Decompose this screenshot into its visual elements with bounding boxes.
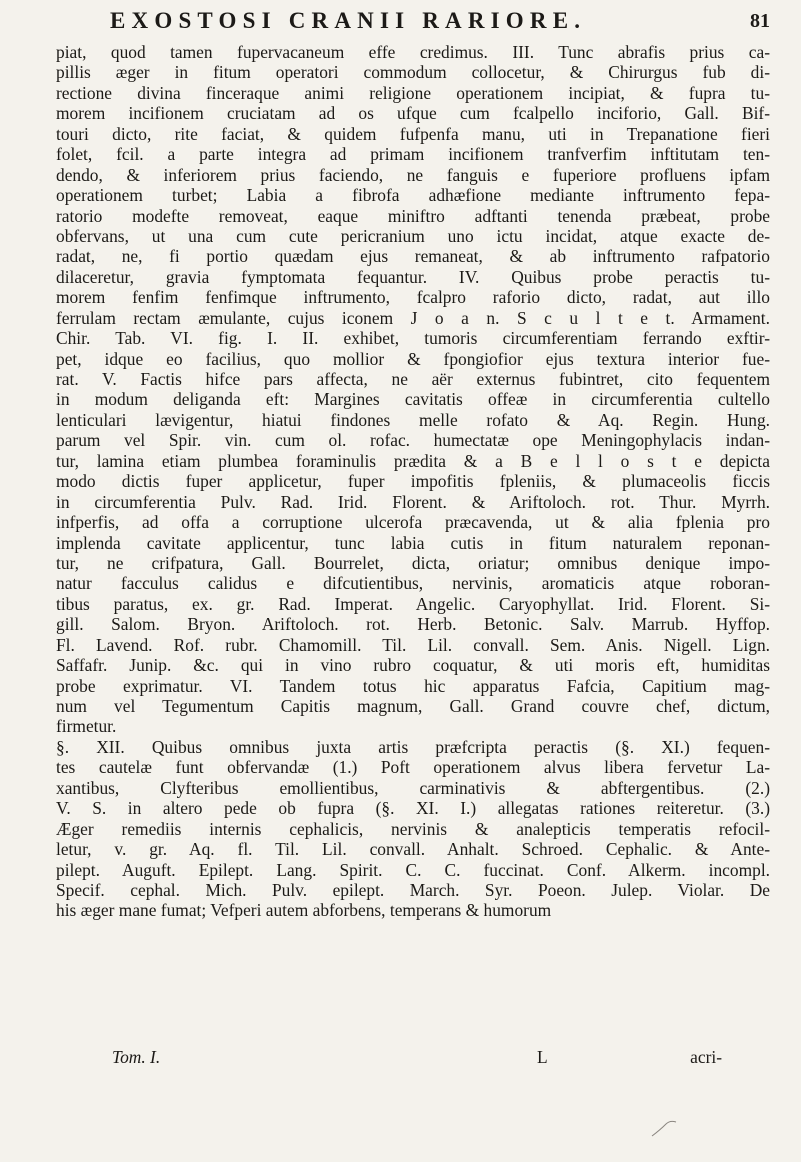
text-line: radat, ne, fi portio quædam ejus remaneat, & ab inftrumento rafpatorio [56,246,770,267]
text-line: Æger remediis internis cephalicis, nervinis & analepticis temperatis refocil- [56,818,770,839]
text-line: tes cautelæ funt obfervandæ (1.) Poft operationem alvus libera fervetur La- [56,757,770,778]
text-line: letur, v. gr. Aq. fl. Til. Lil. convall. Anhalt. Schroed. Cephalic. & Ante- [56,839,770,860]
running-head [110,8,770,38]
text-line: ratorio modefte removeat, eaque miniftro adftanti tenenda præbeat, probe [56,205,770,226]
text-line: obfervans, ut una cum cute pericranium uno ictu incidat, atque exacte de- [56,225,770,246]
text-line: tur, lamina etiam plumbea foraminulis prædita & a B e l l o s t e depicta [56,450,770,471]
text-line: Chir. Tab. VI. fig. I. II. exhibet, tumoris circumferentiam ferrando exftir- [56,328,770,349]
text-line: num vel Tegumentum Capitis magnum, Gall. Grand couvre chef, dictum, [56,696,770,716]
text-line: in circumferentia Pulv. Rad. Irid. Florent. & Ariftoloch. rot. Thur. Myrrh. [56,491,770,512]
text-line: probe exprimatur. VI. Tandem totus hic apparatus Fafcia, Capitium mag- [56,675,770,696]
text-line: xantibus, Clyfteribus emollientibus, carminativis & abftergentibus. (2.) [56,777,770,798]
text-line: touri dicto, rite faciat, & quidem fufpenfa manu, uti in Trepanatione fieri [56,123,770,144]
text-line: §. XII. Quibus omnibus juxta artis præfcripta peractis (§. XI.) fequen- [56,736,770,757]
text-line: tur, ne crifpatura, Gall. Bourrelet, dicta, oriatur; omnibus denique impo- [56,552,770,573]
text-line: pilept. Auguft. Epilept. Lang. Spirit. C. C. fuccinat. Conf. Alkerm. incompl. [56,859,770,880]
text-line: morem incifionem cruciatam ad os ufque cum fcalpello inciforio, Gall. Bif- [56,103,770,124]
running-title: EXOSTOSI CRANII RARIORE. [110,8,587,33]
text-line: ferrulam rectam æmulante, cujus iconem J o a n. S c u l t e t. Armament. [56,307,770,328]
text-line: pillis æger in fitum operatori commodum collocetur, & Chirurgus fub di- [56,62,770,83]
text-line: lenticulari lævigentur, hiatui findones melle rofato & Aq. Regin. Hung. [56,409,770,430]
text-line: rectione divina finceraque animi religione operationem incipiat, & fupra tu- [56,82,770,103]
body-text [56,42,770,921]
text-line: Saffafr. Junip. &c. qui in vino rubro coquatur, & uti moris eft, humiditas [56,655,770,676]
text-line: modo dictis fuper applicetur, fuper impofitis fpleniis, & plumaceolis ficcis [56,471,770,492]
text-line: dendo, & inferiorem prius faciendo, ne fanguis e fuperiore profluens ipfam [56,164,770,185]
text-line: Fl. Lavend. Rof. rubr. Chamomill. Til. Lil. convall. Sem. Anis. Nigell. Lign. [56,634,770,655]
text-line: morem fenfim fenfimque inftrumento, fcalpro raforio dicto, radat, aut illo [56,287,770,308]
text-line: folet, fcil. a parte integra ad primam incifionem tranfverfim inftitutam ten- [56,144,770,165]
text-line: gill. Salom. Bryon. Ariftoloch. rot. Herb. Betonic. Salv. Marrub. Hyffop. [56,614,770,635]
catchword: acri- [690,1047,722,1067]
page-footer [112,1047,722,1069]
text-line: implenda cavitate applicentur, tunc labia cutis in fitum naturalem reponan- [56,532,770,553]
text-line: pet, idque eo facilius, quo mollior & fpongiofior ejus textura interior fue- [56,348,770,369]
text-line: piat, quod tamen fupervacaneum effe credimus. III. Tunc abrafis prius ca- [56,42,770,62]
text-line: Specif. cephal. Mich. Pulv. epilept. March. Syr. Poeon. Julep. Violar. De [56,879,770,900]
volume-signature: Tom. I. [112,1047,161,1067]
text-line: firmetur. [56,716,117,737]
text-line: dilaceretur, gravia fymptomata fequantur. IV. Quibus probe peractis tu- [56,266,770,287]
text-line: operationem turbet; Labia a fibrofa adhæfione mediante inftrumento fepa- [56,185,770,206]
ink-stroke-mark [650,1118,678,1140]
text-line: natur facculus calidus e difcutientibus, nervinis, aromaticis atque roboran- [56,573,770,594]
text-line: his æger mane fumat; Vefperi autem abforbens, temperans & humorum [56,900,552,921]
page-number: 81 [750,10,770,32]
text-line: rat. V. Factis hifce pars affecta, ne aër externus fubintret, cito fequentem [56,369,770,389]
text-line: infperfis, ad offa a corruptione ulcerofa præcavenda, ut & alia fplenia pro [56,512,770,533]
text-line: in modum deliganda eft: Margines cavitatis offeæ in circumferentia cultello [56,389,770,410]
text-line: V. S. in altero pede ob fupra (§. XI. I.) allegatas rationes reiteretur. (3.) [56,798,770,819]
text-line: tibus paratus, ex. gr. Rad. Imperat. Angelic. Caryophyllat. Irid. Florent. Si- [56,593,770,614]
text-line: parum vel Spir. vin. cum ol. rofac. humectatæ ope Meningophylacis indan- [56,430,770,451]
gathering-signature: L [537,1047,548,1067]
